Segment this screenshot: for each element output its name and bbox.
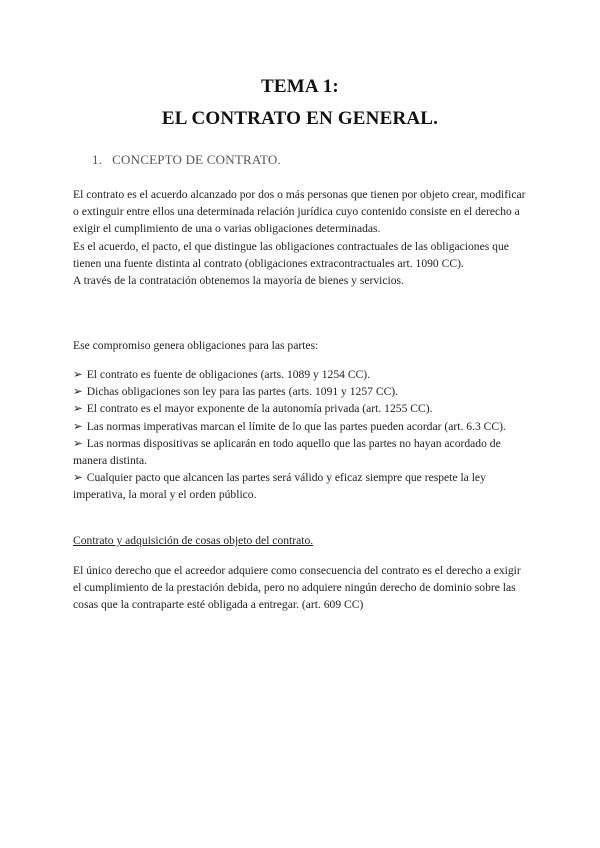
bullet-text: Las normas imperativas marcan el límite de lo que las partes pueden acordar (art. 6.3 CC). (86, 419, 506, 433)
bullet-text: Las normas dispositivas se aplicarán en todo aquello que las partes no hayan acordado de manera distinta. (73, 436, 501, 468)
intro-paragraph-1: El contrato es el acuerdo alcanzado por dos o más personas que tienen por objeto crear, modificar o extinguir entre ellos una determinada relación jurídica cuyo contenido consiste en el derecho a exigir el cumplimiento de una o varias obligaciones determinadas. (73, 188, 526, 236)
bullet-item (73, 400, 528, 417)
subheading: Contrato y adquisición de cosas objeto del contrato. (73, 534, 314, 547)
bullet-list (73, 366, 528, 504)
arrow-bullet-icon: ➢ (73, 471, 83, 485)
bullet-text: Cualquier pacto que alcancen las partes será válido y eficaz siempre que respete la ley imperativa, la moral y el orden público. (73, 471, 486, 502)
bullet-item (73, 469, 528, 503)
final-paragraph (73, 562, 528, 614)
title-line-1: TEMA 1: (261, 76, 339, 97)
arrow-bullet-icon: ➢ (73, 385, 83, 399)
bullet-item (73, 383, 528, 400)
bullet-text: Dichas obligaciones son ley para las partes (arts. 1091 y 1257 CC). (86, 385, 399, 399)
arrow-bullet-icon: ➢ (73, 419, 83, 433)
arrow-bullet-icon: ➢ (73, 402, 83, 416)
intro-paragraphs (73, 186, 528, 289)
section-heading (92, 152, 281, 168)
bullet-item (73, 366, 528, 383)
section-number: 1. (92, 152, 103, 167)
bullet-text: El contrato es el mayor exponente de la autonomía privada (art. 1255 CC). (86, 402, 433, 416)
arrow-bullet-icon: ➢ (73, 436, 83, 450)
arrow-bullet-icon: ➢ (73, 368, 83, 381)
intro-paragraph-2: Es el acuerdo, el pacto, el que distingue las obligaciones contractuales de las obligaciones que tienen una fuente distinta al contrato (obligaciones extracontractuales art. 1090 CC). (73, 239, 509, 270)
intro-paragraph-3: A través de la contratación obtenemos la mayoría de bienes y servicios. (73, 274, 404, 288)
bullet-text: El contrato es fuente de obligaciones (arts. 1089 y 1254 CC). (86, 368, 371, 381)
lead-text: Ese compromiso genera obligaciones para las partes: (73, 339, 319, 352)
title-line-2: EL CONTRATO EN GENERAL. (161, 108, 439, 129)
final-text: El único derecho que el acreedor adquiere como consecuencia del contrato es el derecho a exigir el cumplimiento de la prestación debida, pero no adquiere ningún derecho de dominio sobre las cosas que la contraparte esté obligada a entregar. (art. 609 CC) (73, 564, 521, 612)
lead-paragraph (73, 337, 528, 354)
bullet-item (73, 435, 528, 469)
bullet-item (73, 418, 528, 435)
section-heading-text: CONCEPTO DE CONTRATO. (112, 152, 281, 167)
